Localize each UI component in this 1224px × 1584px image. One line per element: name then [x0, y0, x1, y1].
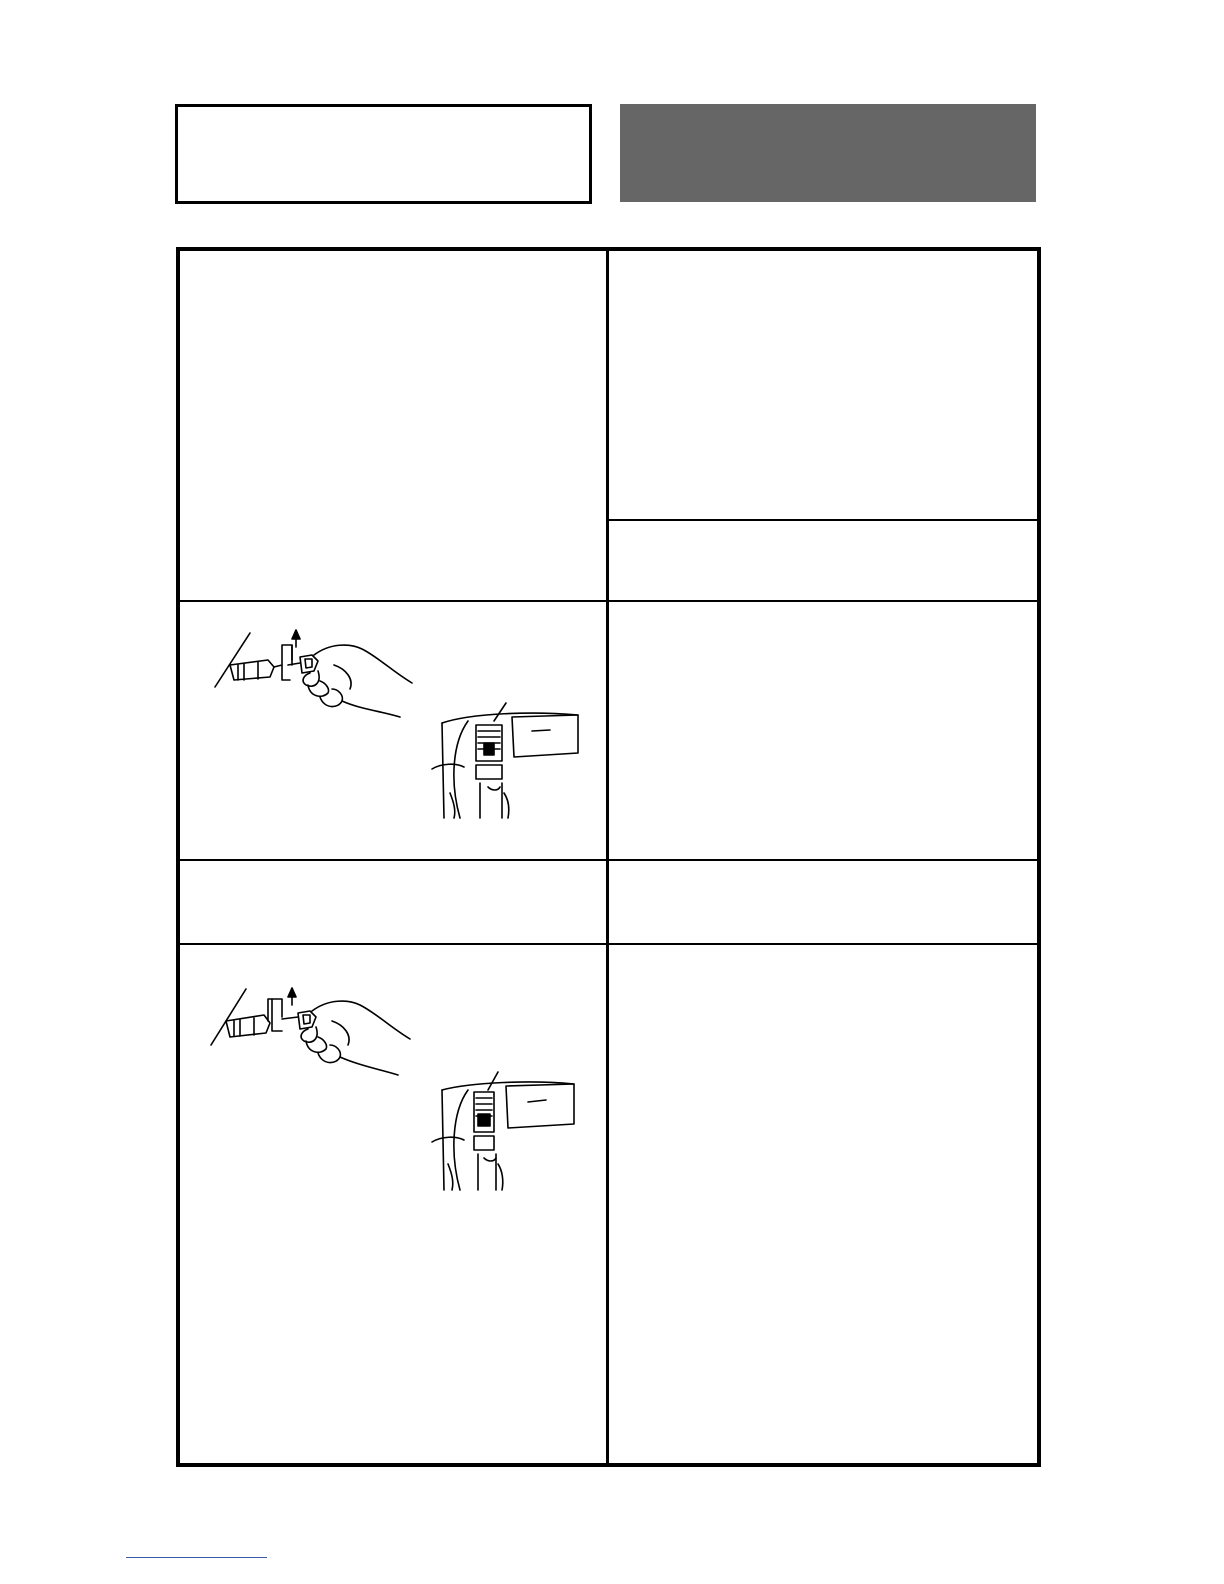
row-divider-3 — [180, 943, 1037, 945]
connector-removal-illustration — [210, 625, 420, 725]
row-1-right-cell — [620, 261, 1020, 511]
row-1-left-cell — [190, 261, 590, 591]
header-box-right — [620, 104, 1036, 202]
table-column-divider — [606, 251, 609, 1463]
connector-removal-illustration — [206, 985, 416, 1085]
row-divider-2 — [180, 859, 1037, 861]
footer-link-underline — [126, 1557, 267, 1558]
sub-row-divider — [609, 519, 1037, 521]
row-2-right-cell — [620, 611, 1020, 851]
procedure-table — [176, 247, 1041, 1467]
row-4-right-cell — [620, 953, 1020, 1453]
header-box-left — [175, 104, 592, 204]
row-3-left-cell — [190, 869, 590, 939]
dashboard-illustration — [432, 703, 582, 823]
row-3-right-cell — [620, 869, 1020, 939]
dashboard-illustration — [428, 1072, 578, 1194]
row-divider-1 — [180, 600, 1037, 602]
